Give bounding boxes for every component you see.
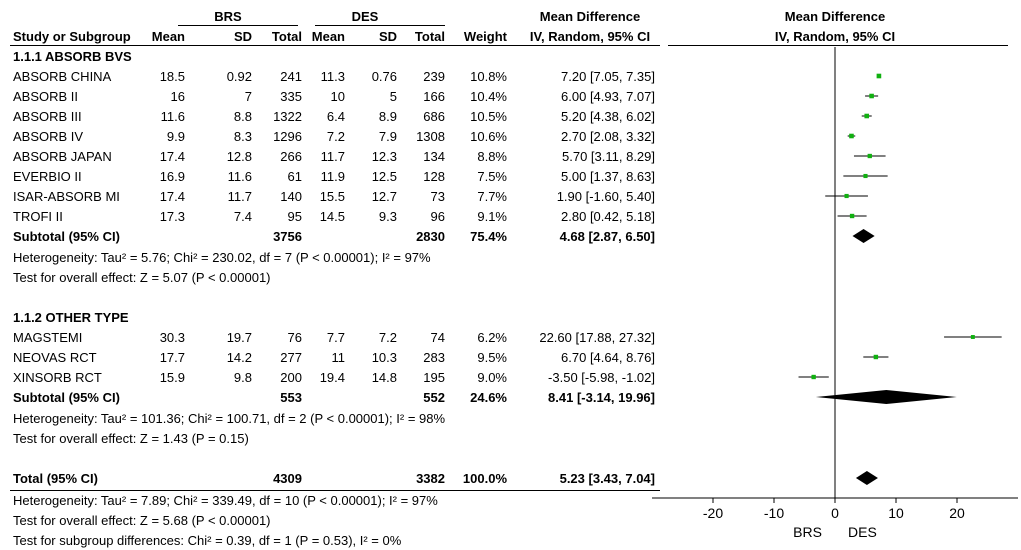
- total-heterogeneity: Heterogeneity: Tau² = 7.89; Chi² = 339.49, df = 10 (P < 0.00001); I² = 97%: [13, 493, 438, 508]
- summary-diamond: [853, 229, 875, 243]
- des-sd: 7.2: [378, 330, 397, 345]
- des-subtotal: 552: [423, 390, 445, 405]
- weight: 8.8%: [477, 149, 507, 164]
- brs-total: 140: [280, 189, 302, 204]
- md-column-title: Mean Difference: [539, 9, 641, 24]
- weight: 9.1%: [477, 209, 507, 224]
- brs-total: 200: [280, 370, 302, 385]
- weight: 9.5%: [477, 350, 507, 365]
- des-mean: 7.2: [326, 129, 345, 144]
- des-sd: 9.3: [378, 209, 397, 224]
- mean-difference-ci: -3.50 [-5.98, -1.02]: [548, 370, 655, 385]
- des-total-header: Total: [414, 29, 445, 44]
- brs-mean: 16.9: [159, 169, 185, 184]
- brs-sd: 12.8: [226, 149, 252, 164]
- des-total: 96: [430, 209, 445, 224]
- des-subtotal: 2830: [416, 229, 445, 244]
- weight: 6.2%: [477, 330, 507, 345]
- study-marker: [869, 94, 874, 99]
- overall-effect-test: Test for overall effect: Z = 1.43 (P = 0.15): [13, 431, 249, 446]
- study-name: ISAR-ABSORB MI: [13, 189, 120, 204]
- brs-mean: 17.4: [159, 149, 185, 164]
- x-tick-label: 20: [949, 505, 965, 521]
- des-sd: 12.5: [371, 169, 397, 184]
- weight: 7.7%: [477, 189, 507, 204]
- weight: 10.8%: [470, 69, 507, 84]
- brs-sd-header: SD: [233, 29, 252, 44]
- brs-subtotal: 3756: [273, 229, 302, 244]
- summary-diamond: [816, 390, 957, 404]
- brs-mean: 9.9: [166, 129, 185, 144]
- x-tick-label: -20: [702, 505, 724, 521]
- des-mean: 15.5: [319, 189, 345, 204]
- des-mean: 6.4: [326, 109, 345, 124]
- study-marker: [849, 134, 854, 139]
- subtotal-label: Subtotal (95% CI): [13, 390, 120, 405]
- des-sd: 8.9: [378, 109, 397, 124]
- weight-header: Weight: [463, 29, 507, 44]
- study-marker: [850, 214, 854, 218]
- des-sd: 12.7: [371, 189, 397, 204]
- brs-total: 61: [287, 169, 302, 184]
- study-name: ABSORB III: [13, 109, 82, 124]
- brs-mean: 16: [170, 89, 185, 104]
- des-grand-total: 3382: [416, 471, 445, 486]
- des-sd: 7.9: [378, 129, 397, 144]
- study-marker: [864, 114, 869, 119]
- brs-sd: 19.7: [226, 330, 252, 345]
- mean-difference-ci: 1.90 [-1.60, 5.40]: [556, 189, 655, 204]
- total-label: Total (95% CI): [13, 471, 98, 486]
- mean-difference-ci: 5.70 [3.11, 8.29]: [562, 149, 655, 164]
- des-mean-header: Mean: [311, 29, 345, 44]
- mean-difference-ci: 22.60 [17.88, 27.32]: [539, 330, 655, 345]
- x-tick-label: 10: [888, 505, 904, 521]
- weight: 7.5%: [477, 169, 507, 184]
- des-total: 134: [423, 149, 445, 164]
- brs-mean: 17.7: [159, 350, 185, 365]
- brs-total: 241: [280, 69, 302, 84]
- brs-sd: 14.2: [226, 350, 252, 365]
- summary-diamond: [856, 471, 878, 485]
- md-method-header: IV, Random, 95% CI: [529, 29, 651, 44]
- brs-total: 277: [280, 350, 302, 365]
- des-sd: 14.8: [371, 370, 397, 385]
- x-tick-label: 0: [831, 505, 839, 521]
- mean-difference-ci: 2.70 [2.08, 3.32]: [561, 129, 655, 144]
- subtotal-weight: 24.6%: [470, 390, 507, 405]
- brs-mean: 30.3: [159, 330, 185, 345]
- brs-sd: 11.7: [227, 189, 252, 204]
- study-name: ABSORB II: [13, 89, 79, 104]
- study-name: ABSORB JAPAN: [13, 149, 112, 164]
- mean-difference-ci: 2.80 [0.42, 5.18]: [561, 209, 655, 224]
- des-sd-header: SD: [378, 29, 397, 44]
- study-marker: [868, 154, 872, 158]
- brs-sd: 8.3: [233, 129, 252, 144]
- brs-sd: 8.8: [233, 109, 252, 124]
- des-total: 166: [423, 89, 445, 104]
- brs-total: 1296: [273, 129, 302, 144]
- brs-mean: 15.9: [159, 370, 185, 385]
- heterogeneity-stat: Heterogeneity: Tau² = 101.36; Chi² = 100.71, df = 2 (P < 0.00001); I² = 98%: [13, 411, 446, 426]
- brs-subtotal: 553: [280, 390, 302, 405]
- des-mean: 7.7: [326, 330, 345, 345]
- brs-mean-header: Mean: [151, 29, 185, 44]
- brs-sd: 9.8: [233, 370, 252, 385]
- study-column-header: Study or Subgroup: [13, 29, 131, 44]
- study-name: ABSORB CHINA: [13, 69, 112, 84]
- weight: 10.5%: [470, 109, 507, 124]
- study-marker: [845, 194, 849, 198]
- des-total: 686: [423, 109, 445, 124]
- heterogeneity-stat: Heterogeneity: Tau² = 5.76; Chi² = 230.02, df = 7 (P < 0.00001); I² = 97%: [13, 250, 431, 265]
- des-total: 128: [423, 169, 445, 184]
- study-name: TROFI II: [13, 209, 63, 224]
- group-title: 1.1.2 OTHER TYPE: [13, 310, 129, 325]
- total-overall-effect: Test for overall effect: Z = 5.68 (P < 0.00001): [13, 513, 271, 528]
- mean-difference-ci: 5.20 [4.38, 6.02]: [561, 109, 655, 124]
- des-sd: 5: [389, 89, 397, 104]
- mean-difference-ci: 7.20 [7.05, 7.35]: [561, 69, 655, 84]
- overall-effect-test: Test for overall effect: Z = 5.07 (P < 0.00001): [13, 270, 271, 285]
- des-mean: 14.5: [319, 209, 345, 224]
- des-sd: 10.3: [371, 350, 397, 365]
- des-total: 283: [423, 350, 445, 365]
- brs-group-header: BRS: [214, 9, 242, 24]
- study-marker: [811, 375, 815, 379]
- brs-sd: 0.92: [226, 69, 252, 84]
- subtotal-label: Subtotal (95% CI): [13, 229, 120, 244]
- brs-total: 76: [287, 330, 302, 345]
- group-title: 1.1.1 ABSORB BVS: [13, 49, 132, 64]
- des-mean: 11.3: [320, 69, 345, 84]
- total-ci: 5.23 [3.43, 7.04]: [559, 471, 655, 486]
- des-total: 1308: [416, 129, 445, 144]
- brs-sd: 7: [244, 89, 252, 104]
- mean-difference-ci: 5.00 [1.37, 8.63]: [561, 169, 655, 184]
- favours-right-label: DES: [848, 524, 877, 540]
- des-total: 73: [430, 189, 445, 204]
- des-sd: 12.3: [371, 149, 397, 164]
- study-name: MAGSTEMI: [13, 330, 83, 345]
- des-sd: 0.76: [371, 69, 397, 84]
- weight: 9.0%: [477, 370, 507, 385]
- study-marker: [874, 355, 878, 359]
- des-total: 195: [423, 370, 445, 385]
- brs-mean: 18.5: [159, 69, 185, 84]
- total-weight: 100.0%: [462, 471, 507, 486]
- weight: 10.4%: [470, 89, 507, 104]
- study-name: EVERBIO II: [13, 169, 82, 184]
- des-mean: 11.9: [320, 169, 345, 184]
- study-marker: [863, 174, 867, 178]
- plot-title: Mean Difference: [784, 9, 886, 24]
- study-marker: [971, 335, 975, 339]
- des-total: 239: [423, 69, 445, 84]
- brs-grand-total: 4309: [273, 471, 302, 486]
- study-name: ABSORB IV: [13, 129, 84, 144]
- subtotal-weight: 75.4%: [470, 229, 507, 244]
- des-mean: 10: [330, 89, 345, 104]
- study-marker: [877, 74, 882, 79]
- plot-method-header: IV, Random, 95% CI: [774, 29, 896, 44]
- des-mean: 11.7: [320, 149, 345, 164]
- weight: 10.6%: [470, 129, 507, 144]
- brs-mean: 17.4: [159, 189, 185, 204]
- des-total: 74: [430, 330, 445, 345]
- mean-difference-ci: 6.00 [4.93, 7.07]: [561, 89, 655, 104]
- des-mean: 19.4: [319, 370, 345, 385]
- study-name: NEOVAS RCT: [13, 350, 97, 365]
- brs-total: 95: [287, 209, 302, 224]
- des-mean: 11: [331, 350, 345, 365]
- brs-mean: 17.3: [159, 209, 185, 224]
- subgroup-differences-test: Test for subgroup differences: Chi² = 0.39, df = 1 (P = 0.53), I² = 0%: [13, 533, 402, 548]
- brs-mean: 11.6: [160, 109, 185, 124]
- subtotal-ci: 4.68 [2.87, 6.50]: [559, 229, 655, 244]
- brs-total: 335: [280, 89, 302, 104]
- brs-total-header: Total: [271, 29, 302, 44]
- subtotal-ci: 8.41 [-3.14, 19.96]: [548, 390, 655, 405]
- study-name: XINSORB RCT: [13, 370, 102, 385]
- brs-sd: 11.6: [227, 169, 252, 184]
- mean-difference-ci: 6.70 [4.64, 8.76]: [561, 350, 655, 365]
- des-group-header: DES: [351, 9, 379, 24]
- brs-total: 266: [280, 149, 302, 164]
- brs-sd: 7.4: [233, 209, 252, 224]
- favours-left-label: BRS: [793, 524, 822, 540]
- x-tick-label: -10: [763, 505, 785, 521]
- brs-total: 1322: [273, 109, 302, 124]
